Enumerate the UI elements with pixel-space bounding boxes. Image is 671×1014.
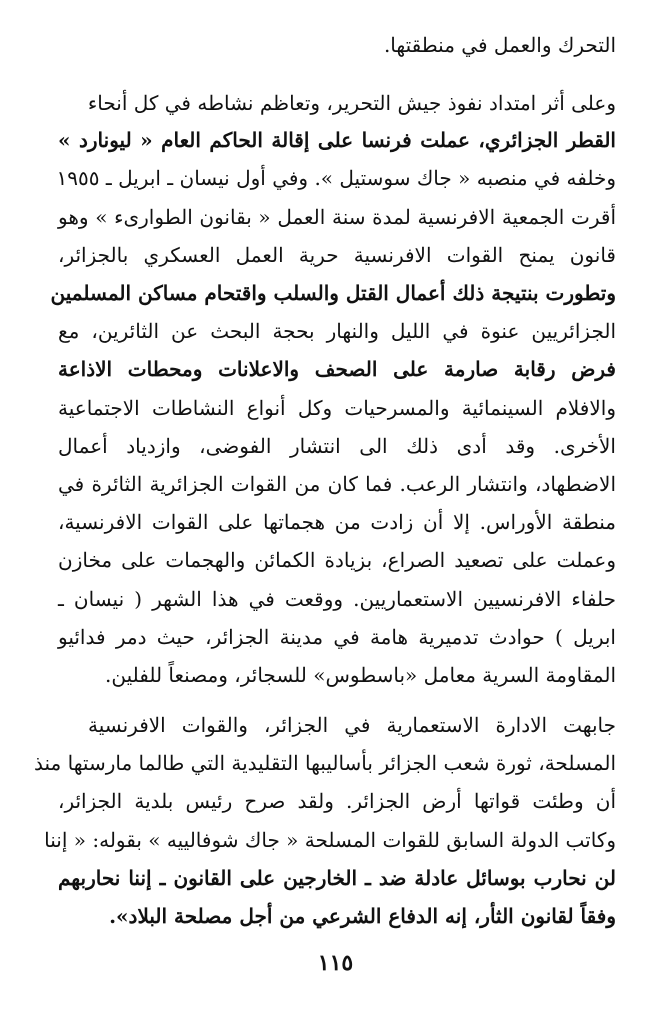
text-line: منطقة الأوراس. إلا أن زادت من هجماتها على القوات الافرنسية،	[58, 510, 616, 534]
text-line: الجزائريين عنوة في الليل والنهار بحجة البحث عن الثائرين، مع	[58, 319, 616, 343]
book-page	[34, 30, 616, 990]
text-line: أقرت الجمعية الافرنسية لمدة سنة العمل « بقانون الطوارىء » وهو	[58, 205, 616, 229]
text-line: وفقاً لقانون الثأر، إنه الدفاع الشرعي من أجل مصلحة البلاد».	[109, 904, 616, 928]
text-line: وخلفه في منصبه « جاك سوستيل ». وفي أول نيسان ـ ابريل ـ ١٩٥٥	[56, 166, 616, 190]
text-line: المسلحة، ثورة شعب الجزائر بأساليبها التقليدية التي طالما مارستها منذ	[34, 751, 616, 775]
text-line: جابهت الادارة الاستعمارية في الجزائر، والقوات الافرنسية	[88, 713, 616, 737]
text-line: وعلى أثر امتداد نفوذ جيش التحرير، وتعاظم نشاطه في كل أنحاء	[87, 91, 616, 115]
text-line: ابريل ) حوادث تدميرية هامة في مدينة الجزائر، حيث دمر فدائيو	[58, 625, 616, 649]
text-line: الأخرى. وقد أدى ذلك الى انتشار الفوضى، وازدياد أعمال	[58, 434, 616, 458]
text-line: وتطورت بنتيجة ذلك أعمال القتل والسلب واقتحام مساكن المسلمين	[50, 281, 616, 305]
text-line: والافلام السينمائية والمسرحيات وكل أنواع النشاطات الاجتماعية	[58, 396, 616, 420]
text-line: القطر الجزائري، عملت فرنسا على إقالة الحاكم العام « ليونارد »	[58, 128, 616, 152]
text-line: الاضطهاد، وانتشار الرعب. فما كان من القوات الجزائرية الثائرة في	[58, 472, 616, 496]
text-line: قانون يمنح القوات الافرنسية حرية العمل العسكري بالجزائر،	[58, 243, 616, 267]
text-line: وكاتب الدولة السابق للقوات المسلحة « جاك شوفالييه » بقوله: « إننا	[44, 828, 616, 852]
text-line: فرض رقابة صارمة على الصحف والاعلانات ومحطات الاذاعة	[58, 357, 616, 381]
text-line: لن نحارب بوسائل عادلة ضد ـ الخارجين على القانون ـ إننا نحاربهم	[58, 866, 616, 890]
text-line: حلفاء الافرنسيين الاستعماريين. ووقعت في هذا الشهر ( نيسان ـ	[58, 587, 616, 611]
text-line: التحرك والعمل في منطقتها.	[383, 33, 616, 57]
page-number: ١١٥	[317, 950, 354, 976]
text-line: أن وطئت قواتها أرض الجزائر. ولقد صرح رئيس بلدية الجزائر،	[58, 789, 616, 813]
text-line: المقاومة السرية معامل «باسطوس» للسجائر، ومصنعاً للفلين.	[104, 663, 616, 687]
text-line: وعملت على تصعيد الصراع، بزيادة الكمائن والهجمات على مخازن	[58, 548, 616, 572]
